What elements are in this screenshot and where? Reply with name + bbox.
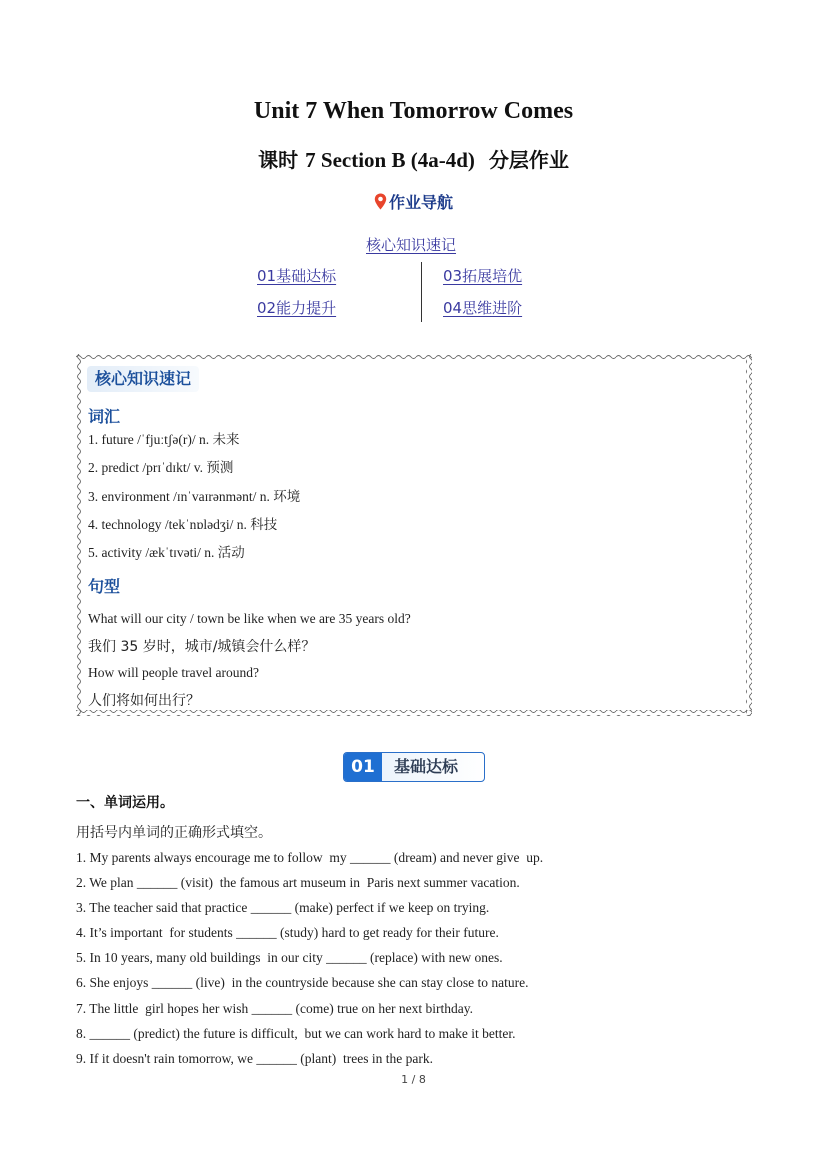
nav-divider bbox=[421, 262, 422, 322]
location-pin-icon bbox=[374, 193, 387, 214]
question-item: 3. The teacher said that practice ______ (make) perfect if we keep on trying. bbox=[76, 900, 490, 915]
question-item: 2. We plan ______ (visit) the famous art museum in Paris next summer vacation. bbox=[76, 875, 520, 890]
section-badge-number: 01 bbox=[344, 753, 382, 781]
vocab-item: 3. environment /ɪnˈvaɪrənmənt/ n. 环境 bbox=[88, 489, 301, 504]
question-item: 8. ______ (predict) the future is difficult, but we can work hard to make it better. bbox=[76, 1026, 516, 1041]
question-item: 7. The little girl hopes her wish ______ (come) true on her next birthday. bbox=[76, 1001, 474, 1016]
sentence-en: How will people travel around? bbox=[88, 665, 259, 680]
nav-heading-label: 作业导航 bbox=[388, 193, 453, 212]
sentence-heading: 句型 bbox=[88, 577, 121, 596]
subtitle-zh-suffix: 分层作业 bbox=[474, 148, 569, 172]
vocab-item: 5. activity /ækˈtɪvəti/ n. 活动 bbox=[88, 545, 245, 560]
subtitle-section: 7 Section B (4a-4d) bbox=[305, 148, 475, 172]
page-subtitle bbox=[0, 144, 827, 173]
nav-link-core-knowledge[interactable]: 核心知识速记 bbox=[366, 236, 457, 254]
exercise-instruction: 用括号内单词的正确形式填空。 bbox=[76, 825, 272, 841]
nav-link-basic[interactable]: 01基础达标 bbox=[257, 267, 337, 285]
question-item: 6. She enjoys ______ (live) in the countryside because she can stay close to nature. bbox=[76, 975, 529, 990]
decorative-border bbox=[76, 354, 752, 716]
section-badge bbox=[343, 752, 485, 782]
subtitle-zh-prefix: 课时 bbox=[258, 148, 306, 172]
question-item: 9. If it doesn't rain tomorrow, we ______ (plant) trees in the park. bbox=[76, 1051, 433, 1066]
sentence-zh: 我们 35 岁时，城市/城镇会什么样？ bbox=[88, 639, 316, 655]
vocab-item: 4. technology /tekˈnɒlədʒi/ n. 科技 bbox=[88, 517, 278, 532]
nav-heading bbox=[0, 190, 827, 214]
knowledge-box bbox=[76, 354, 752, 716]
question-item: 4. It’s important for students ______ (study) hard to get ready for their future. bbox=[76, 925, 499, 940]
page-number: 1 / 8 bbox=[401, 1073, 426, 1086]
core-knowledge-tag: 核心知识速记 bbox=[87, 366, 199, 392]
question-item: 1. My parents always encourage me to follow my ______ (dream) and never give up. bbox=[76, 850, 544, 865]
nav-link-ability[interactable]: 02能力提升 bbox=[257, 299, 337, 317]
nav-link-thinking[interactable]: 04思维进阶 bbox=[443, 299, 523, 317]
vocab-item: 2. predict /prɪˈdɪkt/ v. 预测 bbox=[88, 460, 234, 475]
section-badge-label: 基础达标 bbox=[394, 757, 459, 776]
nav-link-extend[interactable]: 03拓展培优 bbox=[443, 267, 523, 285]
question-item: 5. In 10 years, many old buildings in our city ______ (replace) with new ones. bbox=[76, 950, 503, 965]
page-title: Unit 7 When Tomorrow Comes bbox=[253, 98, 574, 124]
exercise-heading: 一、单词运用。 bbox=[76, 795, 174, 811]
vocab-heading: 词汇 bbox=[88, 407, 121, 426]
sentence-zh: 人们将如何出行？ bbox=[88, 693, 200, 709]
sentence-en: What will our city / town be like when we are 35 years old? bbox=[88, 611, 411, 626]
vocab-item: 1. future /ˈfjuːtʃə(r)/ n. 未来 bbox=[88, 432, 240, 447]
